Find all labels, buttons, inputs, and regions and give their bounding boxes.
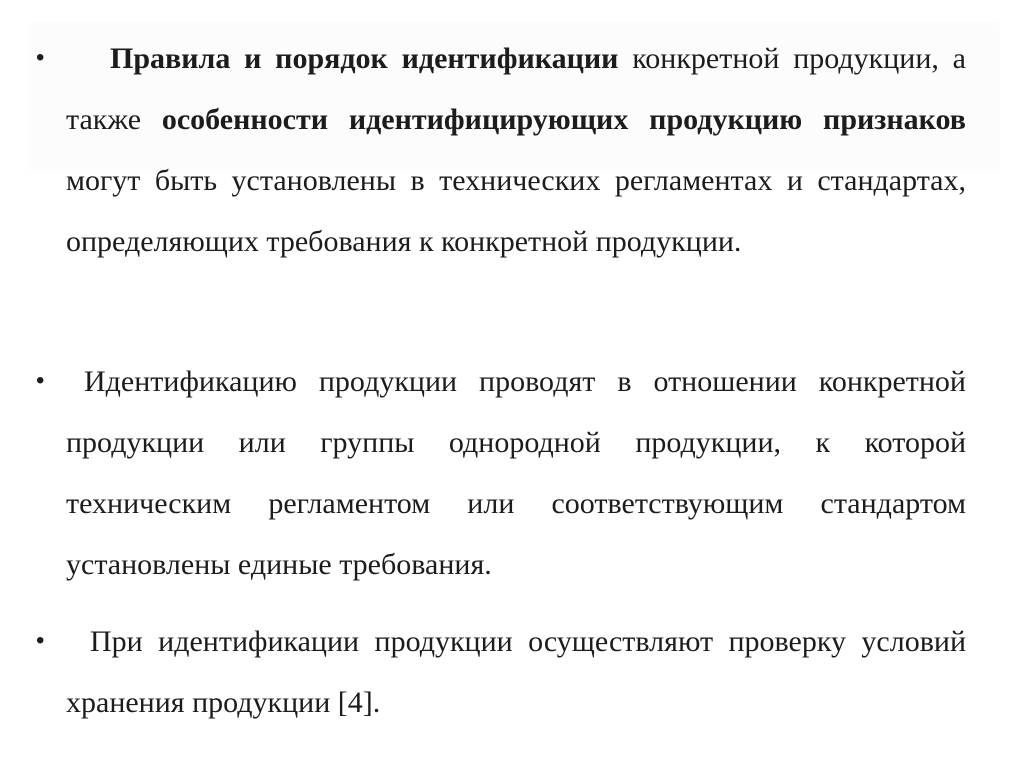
bold-phrase-features: особенности идентифицирующих продукцию признаков xyxy=(161,103,966,136)
text-segment: могут быть установлены в технических регламентах и стандартах, определяющих требования к конкретной продукции. xyxy=(66,164,966,258)
bullet-marker: • xyxy=(36,44,45,71)
paragraph-3: При идентификации продукции осуществляют проверку условий хранения продукции [4]. xyxy=(66,625,966,719)
bullet-marker: • xyxy=(36,367,45,394)
paragraph-2: Идентификацию продукции проводят в отношении конкретной продукции или группы однородной продукции, к которой техническим регламентом или соответствующим стандартом установлены единые требования. xyxy=(66,365,966,581)
bullet-marker: • xyxy=(36,627,45,654)
bold-phrase-rules: Правила и порядок идентификации xyxy=(110,42,619,75)
text-segment: конкретной продукции, а также xyxy=(66,42,966,136)
paragraph-1 xyxy=(66,28,966,272)
